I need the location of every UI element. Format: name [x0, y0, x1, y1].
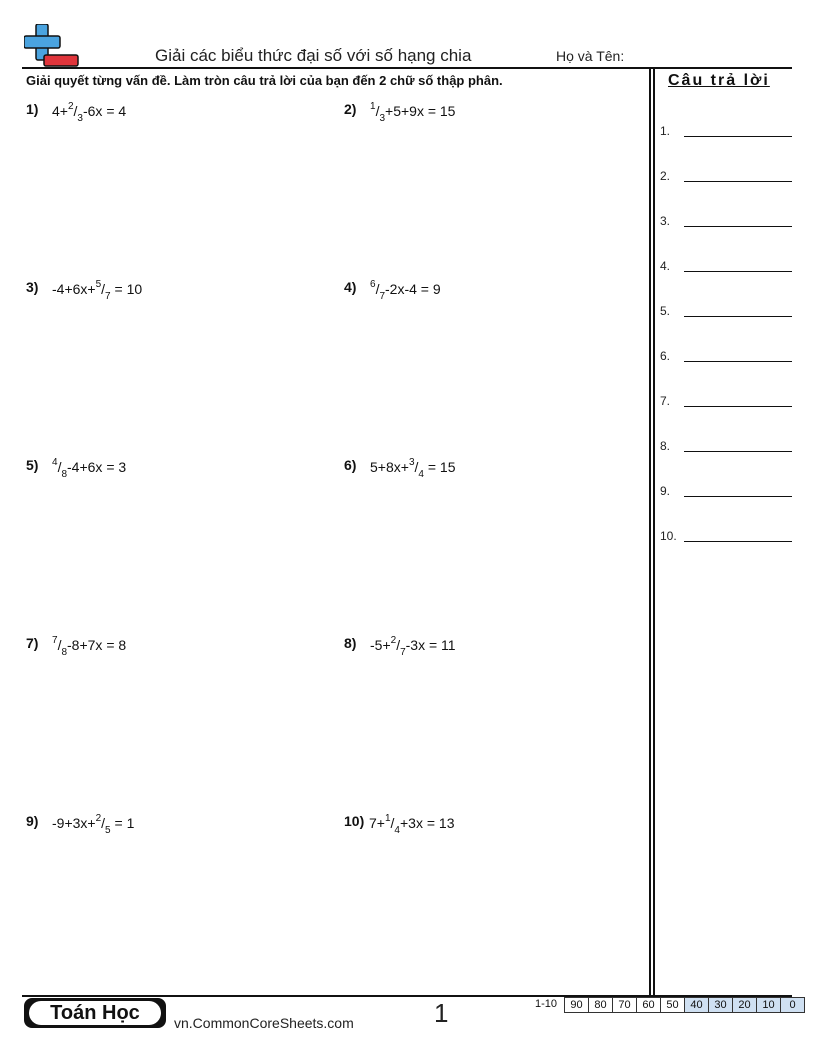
- problem-expression: [52, 279, 143, 302]
- score-cell: 70: [613, 998, 637, 1013]
- score-cell: 20: [733, 998, 757, 1013]
- fraction-denominator: 5: [105, 825, 111, 836]
- answer-blank[interactable]: [684, 316, 792, 317]
- score-cell: 50: [661, 998, 685, 1013]
- fraction-numerator: 3: [408, 457, 415, 468]
- answer-number: 9.: [660, 484, 671, 498]
- fraction-denominator: 7: [400, 647, 406, 658]
- answer-number: 3.: [660, 214, 671, 228]
- answer-number: 5.: [660, 304, 671, 318]
- fraction-slash: /: [375, 103, 380, 119]
- answers-title: Câu trả lời: [668, 72, 770, 89]
- problem-expression: [370, 457, 456, 480]
- answer-row: [660, 529, 792, 549]
- problem-item: [26, 279, 306, 309]
- expr-prefix: -5+: [370, 637, 391, 653]
- answer-row: [660, 124, 792, 144]
- problem-number: 1): [26, 101, 39, 117]
- answer-row: [660, 394, 792, 414]
- problem-number: 7): [26, 635, 39, 651]
- expr-suffix: -3x = 11: [405, 637, 456, 653]
- fraction-denominator: 4: [418, 469, 424, 480]
- problem-expression: [52, 457, 127, 480]
- problem-item: [26, 635, 306, 665]
- score-cell: 60: [637, 998, 661, 1013]
- fraction-slash: /: [101, 815, 106, 831]
- expr-suffix: -6x = 4: [82, 103, 127, 119]
- problem-item: [344, 635, 624, 665]
- worksheet-title: Giải các biểu thức đại số với số hạng chia: [155, 46, 472, 65]
- problem-expression: [370, 101, 456, 124]
- answer-number: 10.: [660, 529, 677, 543]
- problem-number: 5): [26, 457, 39, 473]
- answer-number: 6.: [660, 349, 671, 363]
- fraction-numerator: 7: [52, 635, 58, 646]
- expr-suffix: -4+6x = 3: [67, 459, 127, 475]
- fraction-slash: /: [396, 637, 401, 653]
- answer-blank[interactable]: [684, 271, 792, 272]
- problem-number: 3): [26, 279, 39, 295]
- score-range-label: 1-10: [535, 998, 558, 1010]
- fraction-numerator: 2: [390, 635, 397, 646]
- problem-expression: [52, 101, 127, 124]
- expr-prefix: -9+3x+: [52, 815, 96, 831]
- fraction-denominator: 7: [105, 291, 111, 302]
- problem-expression: [369, 813, 455, 836]
- name-label: Họ và Tên:: [556, 48, 625, 64]
- score-cell: 30: [709, 998, 733, 1013]
- fraction-numerator: 2: [67, 101, 74, 112]
- problem-number: 2): [344, 101, 357, 117]
- page-number: 1: [434, 998, 449, 1028]
- score-cell: 80: [589, 998, 613, 1013]
- fraction-numerator: 1: [384, 813, 391, 824]
- expr-prefix: 4+: [52, 103, 68, 119]
- answer-number: 7.: [660, 394, 671, 408]
- problem-number: 4): [344, 279, 357, 295]
- problem-item: [26, 101, 306, 131]
- score-cell: 10: [757, 998, 781, 1013]
- answer-column-divider: [653, 68, 655, 996]
- fraction-denominator: 4: [394, 825, 400, 836]
- problem-expression: [370, 279, 441, 302]
- answer-row: [660, 214, 792, 234]
- fraction-slash: /: [73, 103, 78, 119]
- answer-row: [660, 169, 792, 189]
- fraction-slash: /: [375, 281, 380, 297]
- answer-number: 1.: [660, 124, 671, 138]
- problem-item: [26, 457, 306, 487]
- answer-blank[interactable]: [684, 541, 792, 542]
- problem-number: 6): [344, 457, 357, 473]
- fraction-denominator: 8: [61, 469, 68, 480]
- answer-number: 4.: [660, 259, 671, 273]
- problem-item: [344, 279, 624, 309]
- answer-number: 8.: [660, 439, 671, 453]
- problem-number: 10): [344, 813, 365, 829]
- answer-number: 2.: [660, 169, 671, 183]
- problem-item: [26, 813, 306, 843]
- score-cell: 90: [565, 998, 589, 1013]
- problem-expression: [52, 813, 135, 836]
- answer-row: [660, 259, 792, 279]
- fraction-denominator: 7: [379, 291, 386, 302]
- expr-suffix: = 10: [110, 281, 143, 297]
- answer-blank[interactable]: [684, 136, 792, 137]
- expr-prefix: 5+8x+: [370, 459, 409, 475]
- answer-blank[interactable]: [684, 406, 792, 407]
- answer-row: [660, 439, 792, 459]
- fraction-slash: /: [390, 815, 395, 831]
- fraction-numerator: 2: [95, 813, 102, 824]
- fraction-numerator: 1: [370, 101, 376, 112]
- problem-number: 9): [26, 813, 39, 829]
- brand-label: Toán Học: [29, 1001, 161, 1025]
- answer-column-divider: [649, 68, 651, 996]
- expr-suffix: +3x = 13: [399, 815, 455, 831]
- fraction-slash: /: [101, 281, 106, 297]
- site-url: vn.CommonCoreSheets.com: [174, 1015, 354, 1031]
- expr-suffix: +5+9x = 15: [385, 103, 456, 119]
- problem-item: [344, 101, 624, 131]
- fraction-denominator: 3: [379, 113, 386, 124]
- score-table: [564, 997, 805, 1013]
- fraction-numerator: 4: [52, 457, 58, 468]
- expr-prefix: 7+: [369, 815, 385, 831]
- answer-row: [660, 349, 792, 369]
- answer-row: [660, 304, 792, 324]
- expr-suffix: = 15: [423, 459, 456, 475]
- score-cell: 40: [685, 998, 709, 1013]
- problem-expression: [370, 635, 456, 658]
- fraction-denominator: 3: [77, 113, 83, 124]
- fraction-slash: /: [57, 637, 62, 653]
- answer-blank[interactable]: [684, 226, 792, 227]
- answer-blank[interactable]: [684, 361, 792, 362]
- problem-item: [344, 813, 624, 843]
- expr-suffix: = 1: [110, 815, 135, 831]
- fraction-numerator: 5: [95, 279, 102, 290]
- fraction-denominator: 8: [61, 647, 68, 658]
- plus-minus-logo-icon: [24, 24, 80, 68]
- answer-row: [660, 484, 792, 504]
- answer-blank[interactable]: [684, 181, 792, 182]
- expr-suffix: -8+7x = 8: [67, 637, 127, 653]
- fraction-numerator: 6: [370, 279, 376, 290]
- expr-suffix: -2x-4 = 9: [385, 281, 441, 297]
- header-divider: [22, 67, 792, 69]
- fraction-slash: /: [414, 459, 419, 475]
- problem-number: 8): [344, 635, 357, 651]
- problem-item: [344, 457, 624, 487]
- answer-blank[interactable]: [684, 451, 792, 452]
- problem-expression: [52, 635, 127, 658]
- score-row: [565, 998, 805, 1013]
- instructions: Giải quyết từng vấn đề. Làm tròn câu trả lời của bạn đến 2 chữ số thập phân.: [26, 73, 503, 88]
- fraction-slash: /: [57, 459, 62, 475]
- score-cell: 0: [781, 998, 805, 1013]
- expr-prefix: -4+6x+: [52, 281, 96, 297]
- answer-blank[interactable]: [684, 496, 792, 497]
